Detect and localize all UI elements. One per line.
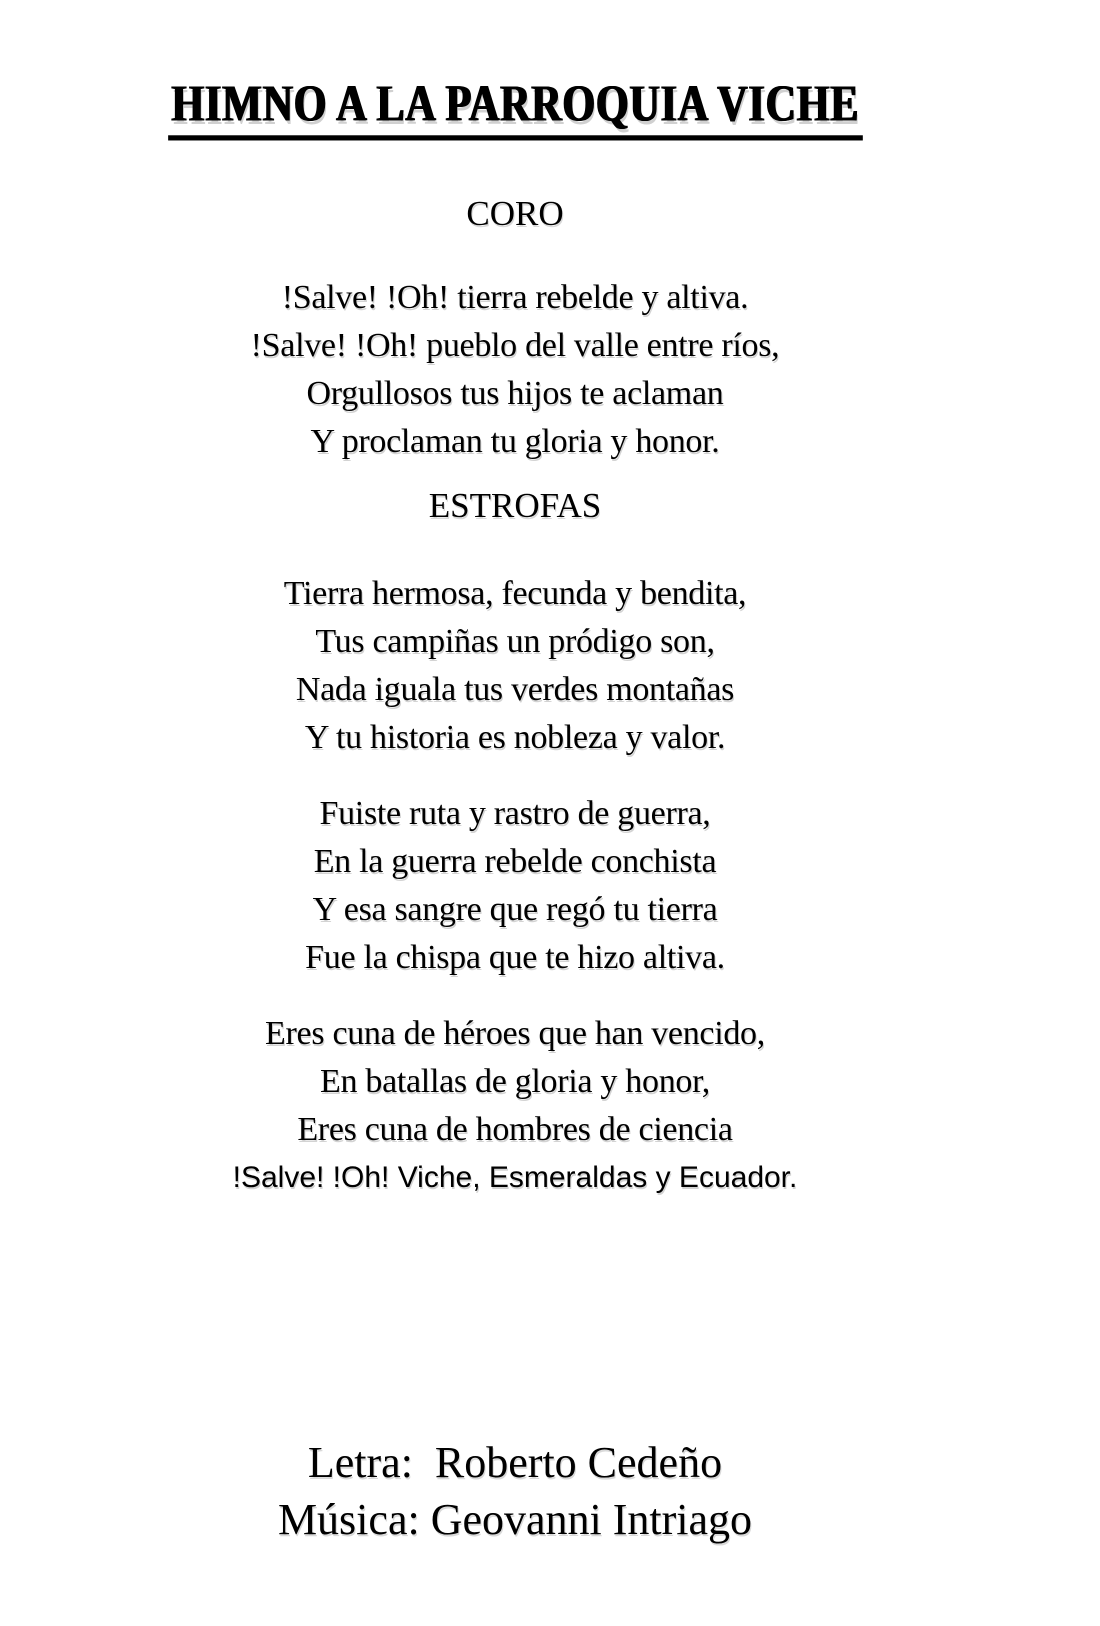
title-row	[0, 73, 1030, 138]
verse-line: Y esa sangre que regó tu tierra	[312, 891, 718, 928]
verse-line: Fue la chispa que te hizo altiva.	[305, 939, 725, 976]
coro-heading: CORO	[466, 194, 564, 233]
estrofa-1	[0, 570, 1030, 762]
verse-line: Tierra hermosa, fecunda y bendita,	[283, 575, 747, 612]
verse-line: Y tu historia es nobleza y valor.	[304, 719, 726, 756]
estrofas-heading: ESTROFAS	[428, 486, 602, 525]
credit-musica: Música: Geovanni Intriago	[277, 1495, 753, 1544]
verse-line: En la guerra rebelde conchista	[313, 843, 717, 880]
verse-line: Fuiste ruta y rastro de guerra,	[319, 795, 711, 832]
verse-line: Tus campiñas un pródigo son,	[315, 623, 715, 660]
verse-line-final: !Salve! !Oh! Viche, Esmeraldas y Ecuador.	[232, 1161, 798, 1194]
verse-line: Eres cuna de héroes que han vencido,	[265, 1015, 765, 1052]
verse-line: Orgullosos tus hijos te aclaman	[306, 375, 724, 412]
verse-line: En batallas de gloria y honor,	[320, 1063, 710, 1100]
verse-line: Y proclaman tu gloria y honor.	[310, 423, 720, 460]
page-title: HIMNO A LA PARROQUIA VICHE	[168, 76, 862, 140]
estrofa-2	[0, 790, 1030, 982]
credits	[0, 1434, 1030, 1548]
verse-line: Nada iguala tus verdes montañas	[295, 671, 735, 708]
coro-verse	[0, 274, 1030, 466]
verse-line: Eres cuna de hombres de ciencia	[297, 1111, 733, 1148]
estrofa-3	[0, 1010, 1030, 1202]
verse-line: !Salve! !Oh! tierra rebelde y altiva.	[281, 279, 749, 316]
credit-letra: Letra: Roberto Cedeño	[307, 1438, 723, 1487]
verse-line: !Salve! !Oh! pueblo del valle entre ríos,	[250, 327, 780, 364]
